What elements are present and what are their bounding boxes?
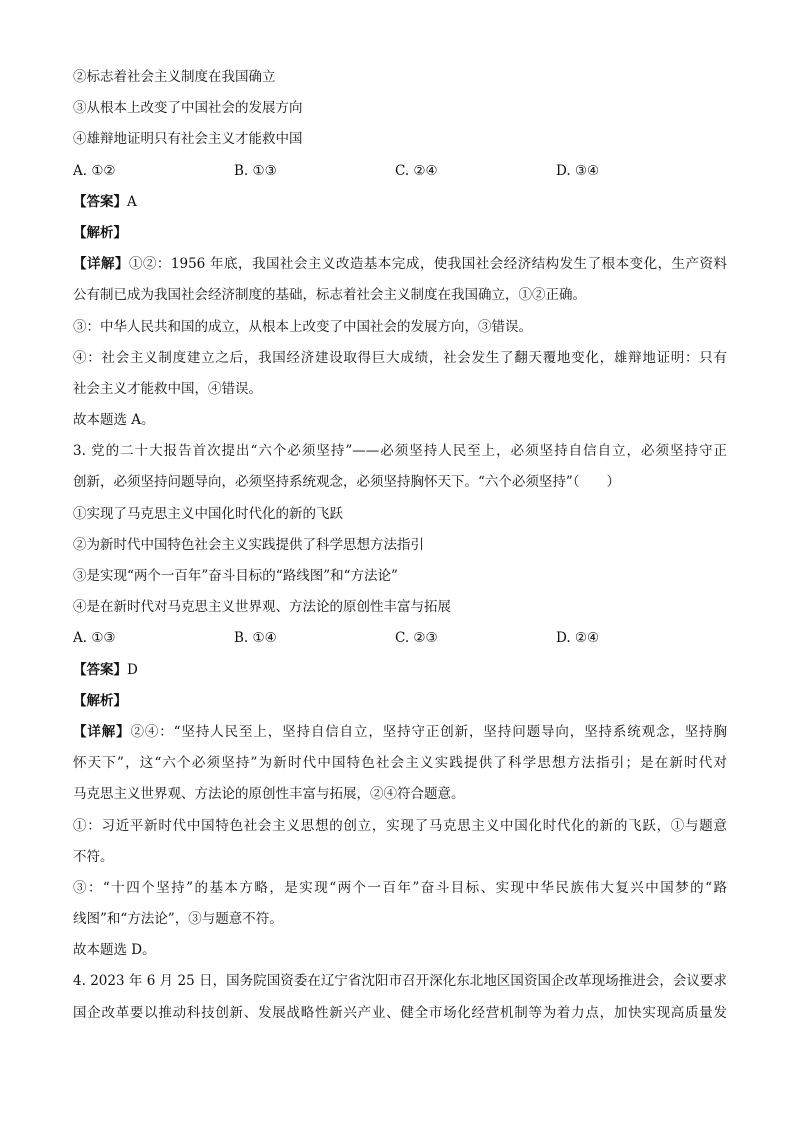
q3-choice-a: A. ①③ (73, 630, 116, 647)
q3-detail-line: 线图”和“方法论”，③与题意不符。 (73, 911, 283, 928)
document-page (73, 62, 727, 1029)
q3-option-2: ②为新时代中国特色社会主义实践提供了科学思想方法指引 (73, 536, 424, 553)
q2-choice-a: A. ①② (73, 162, 116, 179)
q2-answer (73, 187, 727, 218)
detail-tag: 【详解】 (73, 256, 129, 273)
q2-detail-line: 社会主义才能救中国，④错误。 (73, 380, 262, 397)
q2-option-4: ④雄辩地证明只有社会主义才能救中国 (73, 131, 303, 148)
answer-tag: 【答案】 (73, 193, 127, 210)
q3-detail-line: 不符。 (73, 848, 114, 865)
q2-choice-b: B. ①③ (234, 162, 277, 179)
q2-detail-line: 公有制已成为我国社会经济制度的基础，标志着社会主义制度在我国确立，①②正确。 (73, 287, 586, 304)
q2-option-3: ③从根本上改变了中国社会的发展方向 (73, 100, 303, 117)
answer-tag: 【答案】 (73, 661, 127, 678)
q3-stem: 创新，必须坚持问题导向，必须坚持系统观念，必须坚持胸怀天下。“六个必须坚持”（ ） (73, 474, 621, 491)
q2-detail-line: ③：中华人民共和国的成立，从根本上改变了中国社会的发展方向，③错误。 (73, 318, 532, 335)
q4-stem: 4. 2023 年 6 月 25 日，国务院国资委在辽宁省沈阳市召开深化东北地区国资国企改革现场推进会，会议要求 (73, 973, 727, 990)
q3-detail-line: 马克思主义世界观、方法论的原创性丰富与拓展，②④符合题意。 (73, 786, 465, 803)
q3-stem: 3. 党的二十大报告首次提出“六个必须坚持”——必须坚持人民至上，必须坚持自信自立，必须坚持守正 (73, 443, 727, 460)
q4-stem: 国企改革要以推动科技创新、发展战略性新兴产业、健全市场化经营机制等为着力点，加快实现高质量发 (73, 1004, 727, 1021)
detail-text: ①②：1956 年底，我国社会主义改造基本完成，使我国社会经济结构发生了根本变化，生产资料 (128, 256, 727, 273)
q2-analysis-tag: 【解析】 (73, 224, 127, 241)
answer-value: A (127, 193, 137, 210)
q3-option-1: ①实现了马克思主义中国化时代化的新的飞跃 (73, 505, 343, 522)
q3-option-3: ③是实现“两个一百年”奋斗目标的“路线图”和“方法论” (73, 568, 398, 584)
q2-conclusion: 故本题选 A。 (73, 412, 155, 429)
q3-conclusion: 故本题选 D。 (73, 942, 156, 959)
q3-detail-line: 怀天下”，这“六个必须坚持”为新时代中国特色社会主义实践提供了科学思想方法指引；是在新时代对 (73, 755, 727, 772)
q2-choice-d: D. ③④ (556, 162, 600, 179)
q3-detail-line: ③：“十四个坚持”的基本方略，是实现“两个一百年”奋斗目标、实现中华民族伟大复兴中国梦的“路 (73, 879, 727, 896)
q3-choice-c: C. ②③ (395, 630, 438, 647)
q3-choices (73, 623, 727, 654)
q3-answer (73, 655, 727, 686)
q2-choice-c: C. ②④ (395, 162, 438, 179)
q2-choices (73, 156, 727, 187)
q3-detail-line (73, 717, 727, 748)
q3-choice-d: D. ②④ (556, 630, 600, 647)
q3-option-4: ④是在新时代对马克思主义世界观、方法论的原创性丰富与拓展 (73, 599, 451, 616)
answer-value: D (127, 661, 138, 678)
q2-option-2: ②标志着社会主义制度在我国确立 (73, 69, 276, 85)
detail-tag: 【详解】 (73, 723, 131, 740)
q2-detail-line (73, 249, 727, 280)
q3-analysis-tag: 【解析】 (73, 692, 127, 709)
q3-choice-b: B. ①④ (234, 630, 277, 647)
q2-detail-line: ④：社会主义制度建立之后，我国经济建设取得巨大成绩，社会发生了翻天覆地变化，雄辩地证明：只有 (73, 349, 727, 366)
detail-text: ②④：“坚持人民至上，坚持自信自立，坚持守正创新，坚持问题导向，坚持系统观念，坚持胸 (130, 723, 727, 740)
q3-detail-line: ①：习近平新时代中国特色社会主义思想的创立，实现了马克思主义中国化时代化的新的飞跃，①与题意 (73, 817, 727, 834)
